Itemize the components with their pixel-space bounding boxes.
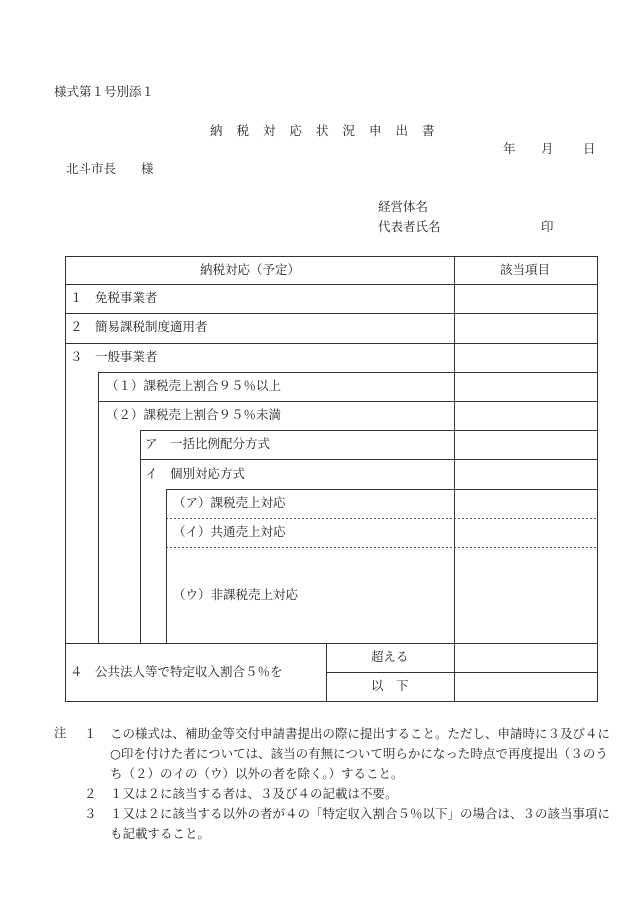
notes-list [52, 724, 612, 844]
row-simplified-tax: ２ 簡易課税制度適用者 [70, 319, 208, 334]
date-year-label: 年 [503, 141, 516, 156]
note-number: ３ [84, 806, 97, 821]
addressee: 北斗市長 様 [66, 161, 154, 176]
seal-mark: 印 [541, 219, 554, 234]
note-number: ２ [84, 786, 97, 801]
note-number: １ [84, 726, 97, 741]
document-title: 納税対応状況申出書 [210, 123, 449, 138]
representative-label: 代表者氏名 [378, 219, 441, 234]
form-id: 様式第１号別添１ [54, 84, 155, 99]
header-tax-response: 納税対応（予定） [200, 262, 301, 277]
row-ratio-95-plus: （１）課税売上割合９５％以上 [106, 378, 282, 393]
row-at-or-below: 以 下 [371, 678, 409, 693]
row-exceeds: 超える [371, 649, 409, 664]
note-item [52, 784, 612, 804]
business-name-label: 経営体名 [378, 199, 429, 214]
date-month-label: 月 [541, 141, 554, 156]
row-taxable-sales: （ア）課税売上対応 [173, 495, 286, 510]
notes-label: 注 [54, 725, 67, 740]
row-non-taxable-sales: （ウ）非課税売上対応 [173, 587, 299, 602]
note-text: １又は２に該当する以外の者が４の「特定収入割合５％以下」の場合は、３の該当事項にも記載すること。 [110, 806, 611, 841]
note-item [52, 804, 612, 844]
row-ratio-under-95: （２）課税売上割合９５％未満 [106, 407, 282, 422]
row-common-sales: （イ）共通売上対応 [173, 524, 286, 539]
row-lump-sum-method: ア 一括比例配分方式 [145, 436, 271, 451]
header-applicable-item: 該当項目 [500, 262, 551, 277]
row-tax-exempt: １ 免税事業者 [70, 290, 158, 305]
date-day-label: 日 [583, 141, 596, 156]
note-text: １又は２に該当する者は、３及び４の記載は不要。 [110, 786, 398, 801]
note-item [52, 724, 612, 784]
row-public-corporation: ４ 公共法人等で特定収入割合５％を [70, 664, 283, 679]
row-individual-method: イ 個別対応方式 [145, 466, 246, 481]
note-text: この様式は、補助金等交付申請書提出の際に提出すること。ただし、申請時に３及び４に○印を付けた者については、該当の有無について明らかになった時点で再度提出（３のうち（２）のイの（ウ）以外の者を除く。）すること。 [110, 726, 611, 781]
row-general-business: ３ 一般事業者 [70, 349, 158, 364]
